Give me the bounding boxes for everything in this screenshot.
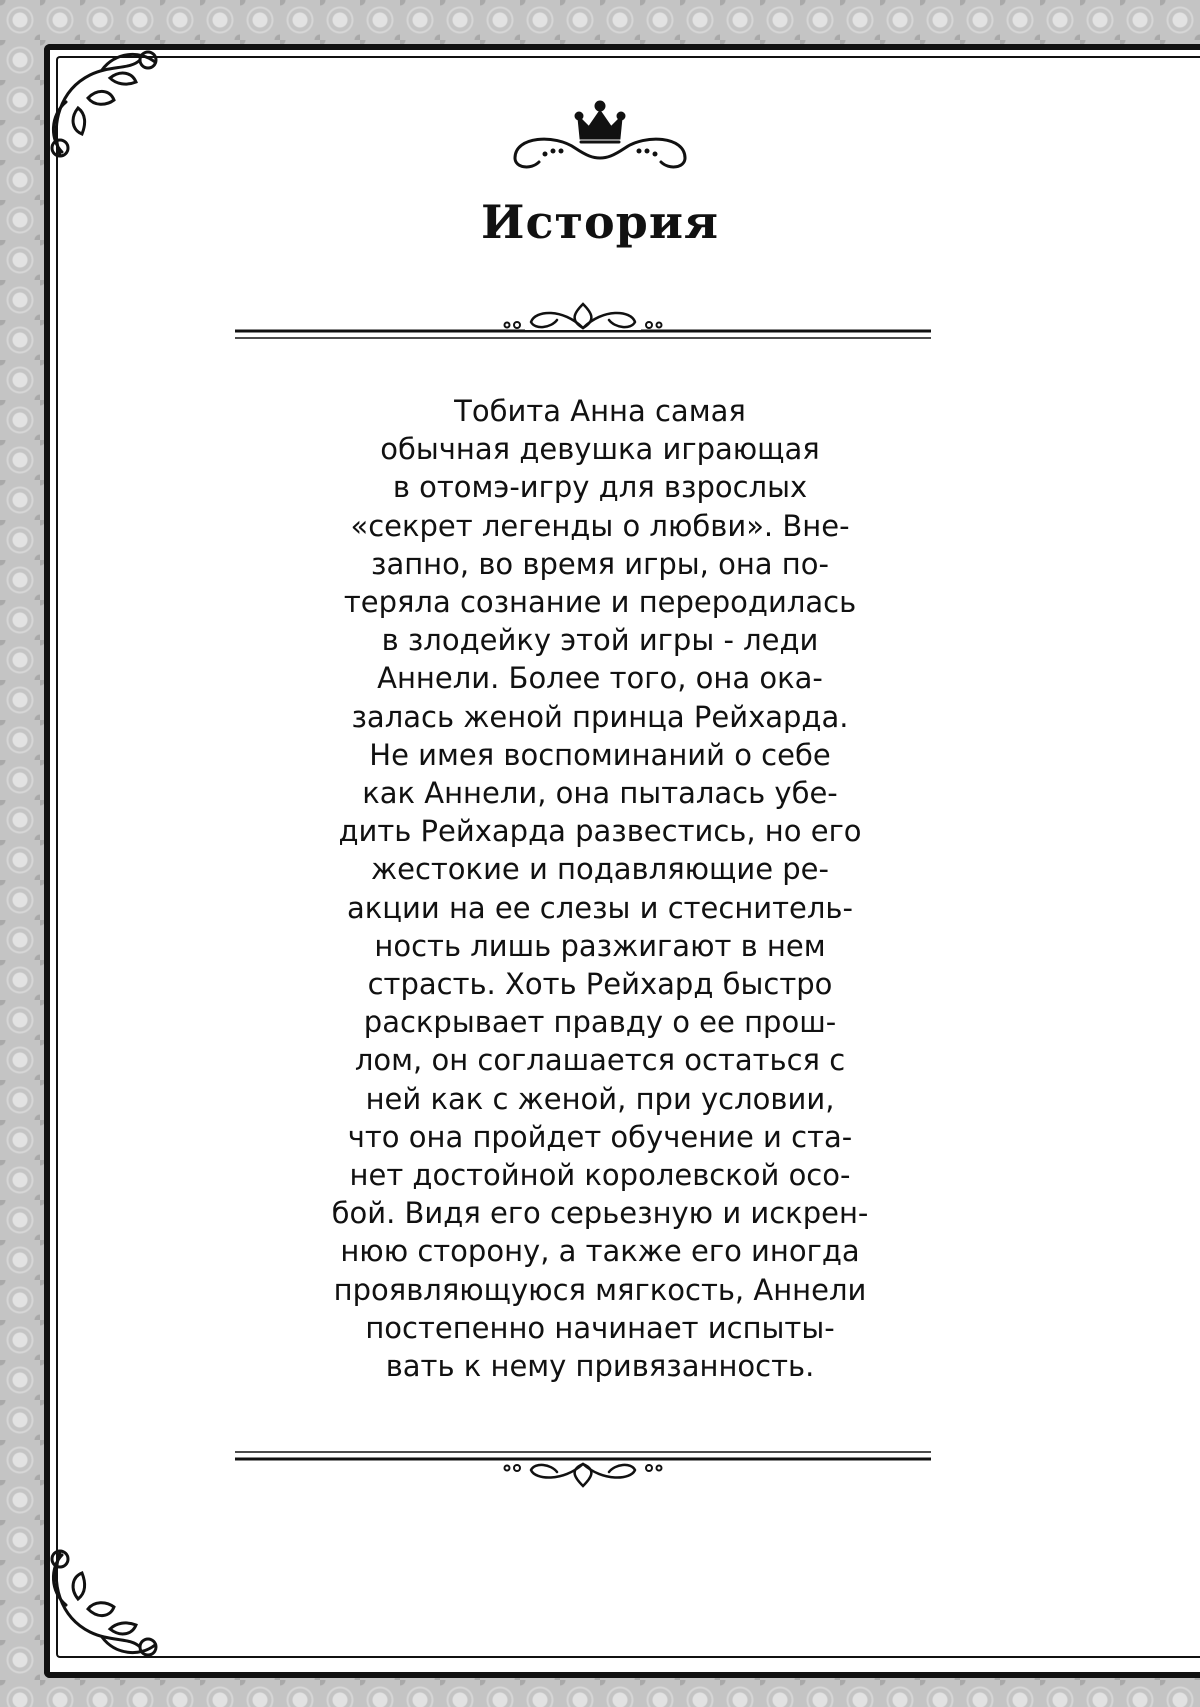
story-line: страсть. Хоть Рейхард быстро (367, 967, 833, 1002)
story-line: «секрет легенды о любви». Вне- (350, 508, 850, 543)
story-line: вать к нему привязанность. (385, 1349, 815, 1384)
story-line: бой. Видя его серьезную и искрен- (331, 1196, 869, 1231)
story-line: Тобита Анна самая (454, 394, 746, 428)
story-line: лом, он соглашается остаться с (354, 1043, 846, 1078)
story-line: нет достойной королевской осо- (349, 1158, 851, 1193)
story-text (290, 392, 910, 1385)
story-line: акции на ее слезы и стеснитель- (347, 890, 853, 925)
story-line: в отомэ-игру для взрослых (392, 470, 808, 505)
story-line: Не имея воспоминаний о себе (369, 737, 831, 772)
story-line: запно, во время игры, она по- (371, 546, 829, 581)
story-line: Аннели. Более того, она ока- (377, 661, 823, 696)
story-line: что она пройдет обучение и ста- (347, 1119, 853, 1154)
story-line: ней как с женой, при условии, (365, 1081, 835, 1116)
corner-flourish-icon (30, 30, 170, 170)
story-line: как Аннели, она пыталась убе- (362, 776, 838, 811)
corner-flourish-icon (30, 1537, 170, 1677)
story-line: теряла сознание и переродилась (343, 585, 857, 620)
story-line: проявляющуюся мягкость, Аннели (333, 1272, 867, 1307)
flourish-divider-icon (235, 298, 931, 348)
story-line: дить Рейхарда развестись, но его (338, 814, 862, 849)
story-line: залась женой принца Рейхарда. (351, 699, 849, 734)
story-line: жестокие и подавляющие ре- (371, 852, 829, 887)
story-line: в злодейку этой игры - леди (381, 623, 819, 658)
story-line: раскрывает правду о ее прош- (363, 1005, 837, 1040)
crown-ornament-icon (495, 96, 705, 176)
story-line: нюю сторону, а также его иногда (340, 1234, 860, 1269)
story-line: обычная девушка играющая (380, 432, 820, 467)
story-line: ность лишь разжигают в нем (374, 928, 826, 963)
page-title: История (481, 195, 719, 249)
flourish-divider-icon (235, 1442, 931, 1492)
story-line: постепенно начинает испыты- (365, 1310, 835, 1345)
